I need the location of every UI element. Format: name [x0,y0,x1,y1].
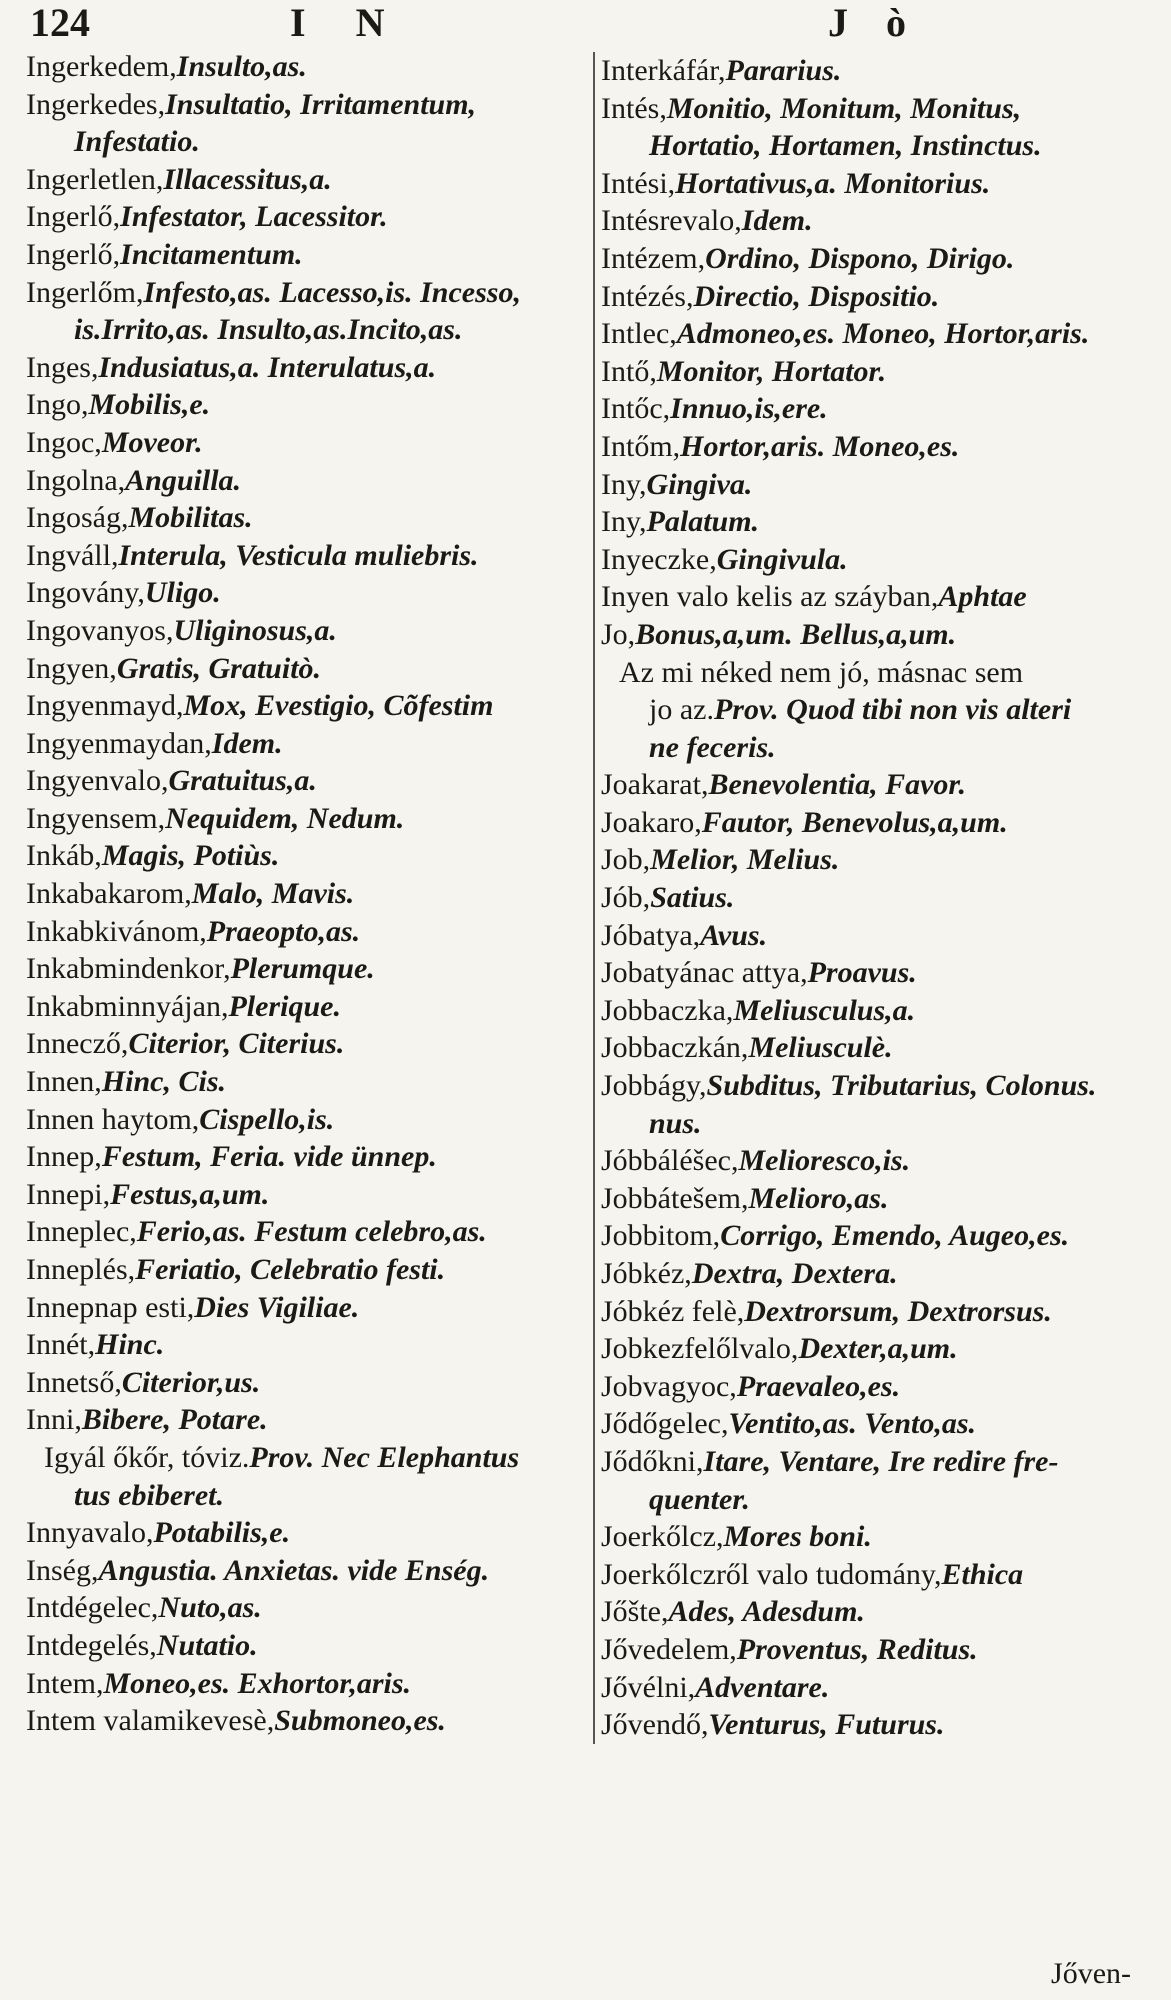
dictionary-entry [601,1706,1151,1744]
entry-headword: Ingyensem, [26,801,166,835]
entry-translation: Submoneo,es. [274,1704,446,1738]
entry-headword: Ingerlő, [26,200,121,234]
entry-translation: Festum, Feria. vide ünnep. [101,1140,437,1174]
entry-headword: Ingerletlen, [26,162,164,196]
entry-headword: Jóbatya, [601,918,701,952]
entry-headword: Joakarat, [601,768,709,802]
dictionary-entry [601,879,1151,917]
dictionary-entry [26,48,581,86]
entry-translation: Gratuitus,a. [168,764,317,798]
entry-headword: Innepi, [26,1177,111,1211]
entry-headword: Inyeczke, [601,542,717,576]
dictionary-entry [26,762,581,800]
entry-translation: Melioresco,is. [738,1144,911,1178]
entry-headword: Innen, [26,1065,102,1099]
dictionary-entry [601,503,1151,541]
dictionary-entry [601,691,1151,729]
entry-translation: Prov. Quod tibi non vis alteri [713,693,1072,727]
dictionary-entry [601,428,1151,466]
entry-headword: Ingyen, [26,651,117,685]
entry-translation: Infestator, Lacessitor. [120,200,388,234]
entry-headword: Interkáfár, [601,54,726,87]
dictionary-entry [26,198,581,236]
entry-headword: Intőm, [601,429,681,463]
dictionary-entry [601,1669,1151,1707]
dictionary-entry [601,1593,1151,1631]
dictionary-entry [601,841,1151,879]
entry-translation: Bibere, Potare. [81,1403,268,1437]
dictionary-entry [601,1142,1151,1180]
entry-headword: Intő, [601,354,657,388]
entry-headword: Iny, [601,505,647,539]
entry-translation: Meliusculè. [748,1031,893,1065]
entry-translation: Uligo. [144,576,221,610]
entry-translation: Dextrorsum, Dextrorsus. [744,1294,1052,1328]
entry-translation: Malo, Mavis. [191,877,355,911]
entry-headword: Ingyenmayd, [26,689,184,723]
dictionary-entry [601,541,1151,579]
entry-translation: Ades, Adesdum. [668,1595,865,1629]
entry-headword: Innep, [26,1140,102,1174]
entry-translation: Anguilla. [125,463,242,497]
entry-translation: Directio, Dispositio. [693,279,940,313]
dictionary-entry [26,950,581,988]
entry-headword: Job, [601,843,651,877]
dictionary-entry [26,537,581,575]
entry-translation: Uliginosus,a. [173,613,337,647]
entry-headword: Jobbaczka, [601,993,734,1027]
entry-headword: Inkabakarom, [26,877,192,911]
dictionary-entry [601,390,1151,428]
dictionary-entry [26,574,581,612]
entry-translation: Interula, Vesticula muliebris. [118,538,479,572]
dictionary-entry [26,499,581,537]
entry-translation: Prov. Nec Elephantus [249,1440,520,1474]
entry-headword: Ingo, [26,388,89,422]
entry-translation: Mobilitas. [128,501,253,535]
entry-translation: Praeopto,as. [206,914,361,948]
entry-translation: Nutatio. [156,1628,258,1662]
entry-translation: Avus. [700,918,768,952]
dictionary-entry [601,1029,1151,1067]
entry-translation: Festus,a,um. [110,1177,270,1211]
entry-translation: Nuto,as. [158,1591,262,1625]
entry-headword: Intézem, [601,241,706,275]
dictionary-entry [601,466,1151,504]
dictionary-entry [601,1180,1151,1218]
dictionary-entry [601,654,1151,692]
dictionary-entry [26,1401,581,1439]
dictionary-entry [26,800,581,838]
catchword: Jőven- [1051,1957,1131,1990]
entry-headword: Inges, [26,350,99,384]
dictionary-entry [26,1702,581,1740]
dictionary-entry [601,165,1151,203]
entry-translation: Dies Vigiliae. [194,1290,360,1324]
dictionary-entry [601,52,1151,90]
entry-headword: Ingovány, [26,576,145,610]
entry-translation: Gratis, Gratuitò. [116,651,322,685]
dictionary-entry [26,1627,581,1665]
dictionary-entry [601,1631,1151,1669]
entry-translation: Praevaleo,es. [736,1369,901,1403]
entry-headword: Inkáb, [26,839,102,873]
entry-translation: Melior, Melius. [650,843,840,877]
entry-headword: Joerkőlczről valo tudomány, [601,1557,942,1591]
dictionary-entry [26,1552,581,1590]
dictionary-entry [26,349,581,387]
dictionary-entry [601,1067,1151,1105]
entry-translation: Indusiatus,a. Interulatus,a. [98,350,437,384]
dictionary-entry [601,1405,1151,1443]
dictionary-entry [26,988,581,1026]
entry-headword: Intdégelec, [26,1591,159,1625]
entry-headword: Innetső, [26,1365,122,1399]
entry-headword: Inni, [26,1403,82,1437]
entry-translation: Adventare. [695,1670,830,1704]
entry-headword: Intési, [601,166,676,200]
dictionary-entry [601,954,1151,992]
dictionary-entry [601,127,1151,165]
entry-translation: Cispello,is. [199,1102,335,1136]
entry-headword: Innecző, [26,1027,129,1061]
entry-headword: Jővedelem, [601,1632,737,1666]
entry-translation: Hortatio, Hortamen, Instinctus. [649,129,1042,163]
entry-translation: Hinc, Cis. [101,1065,227,1099]
entry-translation: Plerique. [228,989,341,1023]
entry-headword: Ingolna, [26,463,126,497]
entry-headword: Igyál őkőr, tóviz. [44,1440,250,1474]
entry-translation: Feriatio, Celebratio festi. [135,1253,446,1286]
entry-translation: Corrigo, Emendo, Augeo,es. [720,1219,1070,1253]
dictionary-entry [601,278,1151,316]
dictionary-entry [601,1217,1151,1255]
dictionary-entry [26,687,581,725]
entry-translation: Monitio, Monitum, Monitus, [666,91,1022,125]
dictionary-entry [26,1213,581,1251]
entry-translation: Illacessitus,a. [163,162,332,196]
entry-headword: Jobkezfelőlvalo, [601,1332,799,1366]
entry-headword: Innyavalo, [26,1516,154,1550]
entry-headword: Intem valamikevesè, [26,1704,275,1738]
entry-headword: Jóbkéz, [601,1257,692,1290]
dictionary-entry [601,240,1151,278]
entry-headword: Jobbágy, [601,1069,707,1103]
entry-translation: Ordino, Dispono, Dirigo. [705,241,1015,275]
entry-translation: Mox, Evestigio, Cõfestim [183,689,494,723]
entry-headword: Jobbitom, [601,1219,721,1253]
entry-headword: Inkabminnyájan, [26,989,229,1023]
entry-translation: Moveor. [101,425,203,459]
entry-headword: Inkabkivánom, [26,914,207,948]
entry-translation: Venturus, Futurus. [708,1708,945,1742]
dictionary-entry [601,1368,1151,1406]
dictionary-entry [26,725,581,763]
running-head-right: J ò [828,0,920,45]
entry-headword: Jóbbáléšec, [601,1144,739,1178]
entry-translation: Dextra, Dextera. [691,1257,898,1290]
entry-translation: Plerumque. [230,952,375,986]
entry-translation: Insultatio, Irritamentum, [165,87,477,121]
entry-headword: Jőšte, [601,1595,669,1629]
dictionary-entry [26,1289,581,1327]
entry-headword: Jóbkéz felè, [601,1294,745,1328]
entry-translation: nus. [649,1106,702,1140]
entry-headword: Ingyenmaydan, [26,726,212,760]
entry-translation: Monitor, Hortator. [656,354,887,388]
entry-translation: Meliusculus,a. [733,993,916,1027]
entry-headword: Intem, [26,1666,104,1700]
entry-translation: Hortor,aris. Moneo,es. [680,429,960,463]
entry-translation: Magis, Potiùs. [101,839,280,873]
entry-translation: Ventito,as. Vento,as. [728,1407,977,1441]
entry-headword: jo az. [649,693,714,727]
dictionary-entry [601,917,1151,955]
entry-translation: Nequidem, Nedum. [165,801,405,835]
dictionary-entry [26,123,581,161]
dictionary-entry [26,386,581,424]
entry-headword: Intlec, [601,317,677,351]
entry-headword: Joakaro, [601,805,702,839]
entry-headword: Inkabmindenkor, [26,952,231,986]
page-number: 124 [30,0,90,45]
dictionary-entry [26,236,581,274]
entry-translation: tus ebiberet. [74,1478,224,1512]
entry-headword: Ingerkedem, [26,50,177,83]
entry-translation: Proventus, Reditus. [736,1632,978,1666]
dictionary-entry [26,86,581,124]
entry-headword: Innét, [26,1328,96,1362]
dictionary-entry [26,1589,581,1627]
entry-headword: Iny, [601,467,647,501]
dictionary-entry [26,1439,581,1477]
entry-headword: Inneplec, [26,1215,137,1249]
dictionary-entry [26,1251,581,1289]
dictionary-entry [601,315,1151,353]
entry-headword: Jo, [601,617,636,651]
dictionary-entry [26,1665,581,1703]
entry-headword: Intőc, [601,392,671,426]
entry-translation: Admoneo,es. Moneo, Hortor,aris. [676,317,1090,351]
entry-headword: Inneplés, [26,1253,136,1286]
entry-translation: ne feceris. [649,730,776,764]
dictionary-entry [601,1105,1151,1143]
entry-translation: Insulto,as. [176,50,307,83]
entry-translation: Satius. [650,881,735,915]
dictionary-entry [601,578,1151,616]
entry-translation: Idem. [211,726,283,760]
dictionary-entry [601,804,1151,842]
entry-translation: quenter. [649,1482,750,1516]
dictionary-entry [26,837,581,875]
dictionary-entry [26,424,581,462]
entry-translation: Fautor, Benevolus,a,um. [701,805,1008,839]
dictionary-entry [26,1176,581,1214]
entry-headword: Jobatyánac attya, [601,956,808,990]
entry-headword: Az mi néked nem jó, másnac sem [619,655,1024,689]
dictionary-entry [26,161,581,199]
entry-headword: Jődőkni, [601,1444,704,1478]
entry-headword: Ingerlő, [26,237,121,271]
dictionary-entry [601,90,1151,128]
dictionary-entry [601,729,1151,767]
entry-translation: Mobilis,e. [88,388,211,422]
entry-translation: Itare, Ventare, Ire redire fre- [703,1444,1059,1478]
entry-headword: Jővendő, [601,1708,709,1742]
dictionary-entry [601,1330,1151,1368]
entry-headword: Intézés, [601,279,694,313]
dictionary-entry [601,1255,1151,1293]
entry-translation: Benevolentia, Favor. [708,768,966,802]
dictionary-entry [601,1556,1151,1594]
dictionary-entry [601,1293,1151,1331]
entry-translation: Hinc. [95,1328,165,1362]
entry-translation: Proavus. [807,956,917,990]
dictionary-entry [26,1514,581,1552]
entry-headword: Ingyenvalo, [26,764,169,798]
dictionary-entry [26,1364,581,1402]
entry-headword: Ingváll, [26,538,119,572]
right-column [593,52,1151,1744]
entry-headword: Ingerkedes, [26,87,166,121]
entry-headword: Jővélni, [601,1670,696,1704]
entry-translation: Incitamentum. [120,237,303,271]
entry-translation: Ethica [941,1557,1024,1591]
dictionary-entry [26,1326,581,1364]
running-head-left: I N [290,0,405,45]
entry-translation: Gingivula. [716,542,848,576]
entry-translation: is.Irrito,as. Insulto,as.Incito,as. [74,313,463,347]
entry-headword: Innepnap esti, [26,1290,195,1324]
entry-translation: Pararius. [725,54,842,87]
dictionary-entry [601,1518,1151,1556]
entry-translation: Angustia. Anxietas. vide Enség. [98,1553,490,1587]
entry-translation: Idem. [741,204,813,238]
dictionary-entry [26,1138,581,1176]
entry-headword: Inség, [26,1553,99,1587]
left-column [26,48,581,1740]
dictionary-entry [601,202,1151,240]
entry-translation: Subditus, Tributarius, Colonus. [706,1069,1097,1103]
entry-headword: Jobbátešem, [601,1181,749,1215]
entry-translation: Gingiva. [646,467,753,501]
dictionary-entry [601,353,1151,391]
entry-translation: Infestatio. [74,125,200,159]
dictionary-entry [26,650,581,688]
dictionary-entry [601,1443,1151,1481]
entry-translation: Potabilis,e. [153,1516,291,1550]
entry-translation: Moneo,es. Exhortor,aris. [103,1666,412,1700]
dictionary-entry [26,1101,581,1139]
entry-headword: Intés, [601,91,667,125]
entry-headword: Jobbaczkán, [601,1031,749,1065]
entry-headword: Ingerlőm, [26,275,144,309]
entry-translation: Bonus,a,um. Bellus,a,um. [635,617,957,651]
dictionary-entry [26,875,581,913]
dictionary-entry [26,274,581,312]
entry-translation: Citerior, Citerius. [128,1027,345,1061]
entry-translation: Dexter,a,um. [798,1332,958,1366]
entry-translation: Infesto,as. Lacesso,is. Incesso, [143,275,521,309]
entry-translation: Innuo,is,ere. [670,392,828,426]
entry-translation: Hortativus,a. Monitorius. [675,166,991,200]
dictionary-entry [26,1025,581,1063]
dictionary-entry [26,462,581,500]
dictionary-entry [26,612,581,650]
dictionary-entry [601,766,1151,804]
entry-translation: Mores boni. [723,1520,872,1554]
entry-translation: Citerior,us. [121,1365,261,1399]
entry-headword: Jődőgelec, [601,1407,729,1441]
entry-headword: Intésrevalo, [601,204,742,238]
dictionary-entry [26,913,581,951]
entry-translation: Aphtae [938,580,1027,614]
entry-headword: Innen haytom, [26,1102,200,1136]
dictionary-entry [26,1063,581,1101]
dictionary-entry [26,1477,581,1515]
entry-translation: Melioro,as. [748,1181,889,1215]
entry-translation: Ferio,as. Festum celebro,as. [136,1215,487,1249]
entry-headword: Jób, [601,881,651,915]
dictionary-entry [26,311,581,349]
entry-headword: Jobvagyoc, [601,1369,737,1403]
dictionary-entry [601,992,1151,1030]
dictionary-entry [601,1481,1151,1519]
entry-headword: Intdegelés, [26,1628,157,1662]
entry-headword: Ingoc, [26,425,102,459]
dictionary-entry [601,616,1151,654]
entry-translation: Palatum. [646,505,760,539]
entry-headword: Inyen valo kelis az száyban, [601,580,939,614]
entry-headword: Ingoság, [26,501,129,535]
entry-headword: Ingovanyos, [26,613,174,647]
entry-headword: Joerkőlcz, [601,1520,724,1554]
